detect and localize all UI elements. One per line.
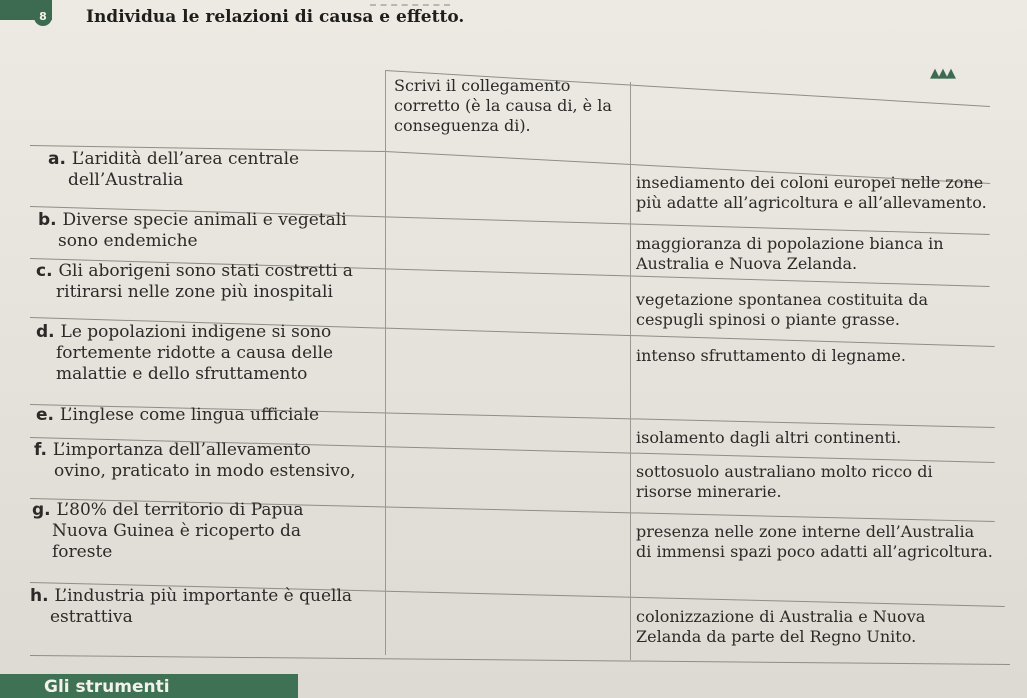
cause-text: Gli aborigeni sono stati costretti a (58, 261, 353, 281)
cause-text: Diverse specie animali e vegetali (62, 210, 347, 230)
cause-text: Le popolazioni indigene si sono (60, 322, 332, 342)
cause-line (34, 440, 356, 461)
effect-line: intenso sfruttamento di legname. (636, 346, 906, 365)
effect-line: Zelanda da parte del Regno Unito. (636, 627, 917, 646)
row-letter: f. (34, 440, 53, 460)
row-letter: b. (38, 210, 63, 230)
difficulty-triangles-icon: ▲▲▲ (930, 66, 954, 81)
cause-text: L’importanza dell’allevamento (52, 440, 311, 460)
row-letter: e. (36, 405, 60, 425)
effect-line: Australia e Nuova Zelanda. (636, 254, 858, 273)
cause-cell (36, 322, 333, 385)
effect-line: colonizzazione di Australia e Nuova (636, 607, 926, 626)
cause-line: foreste (52, 542, 113, 562)
effect-cell (636, 290, 928, 330)
cause-line: malattie e dello sfruttamento (56, 364, 308, 384)
header-line: conseguenza di). (394, 116, 531, 135)
answer-cell[interactable] (388, 588, 628, 628)
cause-line: ovino, praticato in modo estensivo, (54, 461, 356, 481)
effect-cell (636, 462, 933, 502)
row-letter: c. (36, 261, 59, 281)
cause-line: ritirarsi nelle zone più inospitali (56, 282, 333, 302)
cause-line (36, 322, 333, 343)
header-line: corretto (è la causa di, è la (394, 96, 612, 115)
cause-cell (36, 261, 353, 303)
cause-cell (38, 210, 347, 252)
cause-line (38, 210, 347, 231)
cause-line (48, 149, 299, 170)
cause-cell (30, 586, 352, 628)
effect-cell (636, 428, 901, 448)
effect-line: isolamento dagli altri continenti. (636, 428, 902, 447)
cause-line: Nuova Guinea è ricoperto da (52, 521, 302, 541)
effect-cell (636, 346, 906, 366)
cause-line (32, 500, 304, 521)
effect-line: vegetazione spontanea costituita da (636, 290, 929, 309)
effect-line: sottosuolo australiano molto ricco di (636, 462, 933, 481)
cause-text: L’inglese come lingua ufficiale (59, 405, 320, 425)
cause-text: L’80% del territorio di Papua (56, 500, 304, 520)
column-rule (385, 70, 386, 655)
header-line: Scrivi il collegamento (394, 76, 571, 95)
exercise-title: Individua le relazioni di causa e effetto. (86, 7, 465, 27)
answer-cell[interactable] (388, 263, 628, 303)
effect-cell (636, 234, 944, 274)
row-letter: d. (36, 322, 61, 342)
effect-line: cespugli spinosi o piante grasse. (636, 310, 900, 329)
cause-line (36, 405, 319, 426)
effect-cell (636, 173, 987, 213)
cause-line (30, 586, 352, 607)
cause-line: dell’Australia (68, 170, 184, 190)
table-header-instructions (394, 76, 612, 136)
cause-cell (48, 149, 299, 191)
column-rule (630, 82, 631, 660)
section-footer-label: Gli strumenti (44, 677, 170, 697)
answer-cell[interactable] (388, 442, 628, 482)
answer-cell[interactable] (388, 502, 628, 542)
effect-line: maggioranza di popolazione bianca in (636, 234, 944, 253)
cause-line: fortemente ridotte a causa delle (56, 343, 334, 363)
cause-cell (32, 500, 304, 563)
row-letter: h. (30, 586, 55, 606)
cause-line: estrattiva (50, 607, 133, 627)
effect-cell (636, 607, 925, 647)
effect-line: insediamento dei coloni europei nelle zone (636, 173, 984, 192)
effect-cell (636, 522, 993, 562)
cause-line: sono endemiche (58, 231, 198, 251)
effect-line: più adatte all’agricoltura e all’allevamento. (636, 193, 987, 212)
row-letter: a. (48, 149, 72, 169)
cause-text: L’aridità dell’area centrale (71, 149, 300, 169)
row-letter: g. (32, 500, 57, 520)
answer-cell[interactable] (388, 407, 628, 447)
effect-line: risorse minerarie. (636, 482, 782, 501)
cause-cell (34, 440, 356, 482)
cause-line (36, 261, 353, 282)
answer-cell[interactable] (388, 151, 628, 191)
effect-line: presenza nelle zone interne dell’Australia (636, 522, 975, 541)
cause-text: L’industria più importante è quella (54, 586, 353, 606)
answer-cell[interactable] (388, 324, 628, 364)
exercise-number-badge: 8 (34, 8, 52, 26)
cause-cell (36, 405, 319, 426)
answer-cell[interactable] (388, 212, 628, 252)
table-rule (30, 655, 1010, 665)
effect-line: di immensi spazi poco adatti all’agricoltura. (636, 542, 993, 561)
